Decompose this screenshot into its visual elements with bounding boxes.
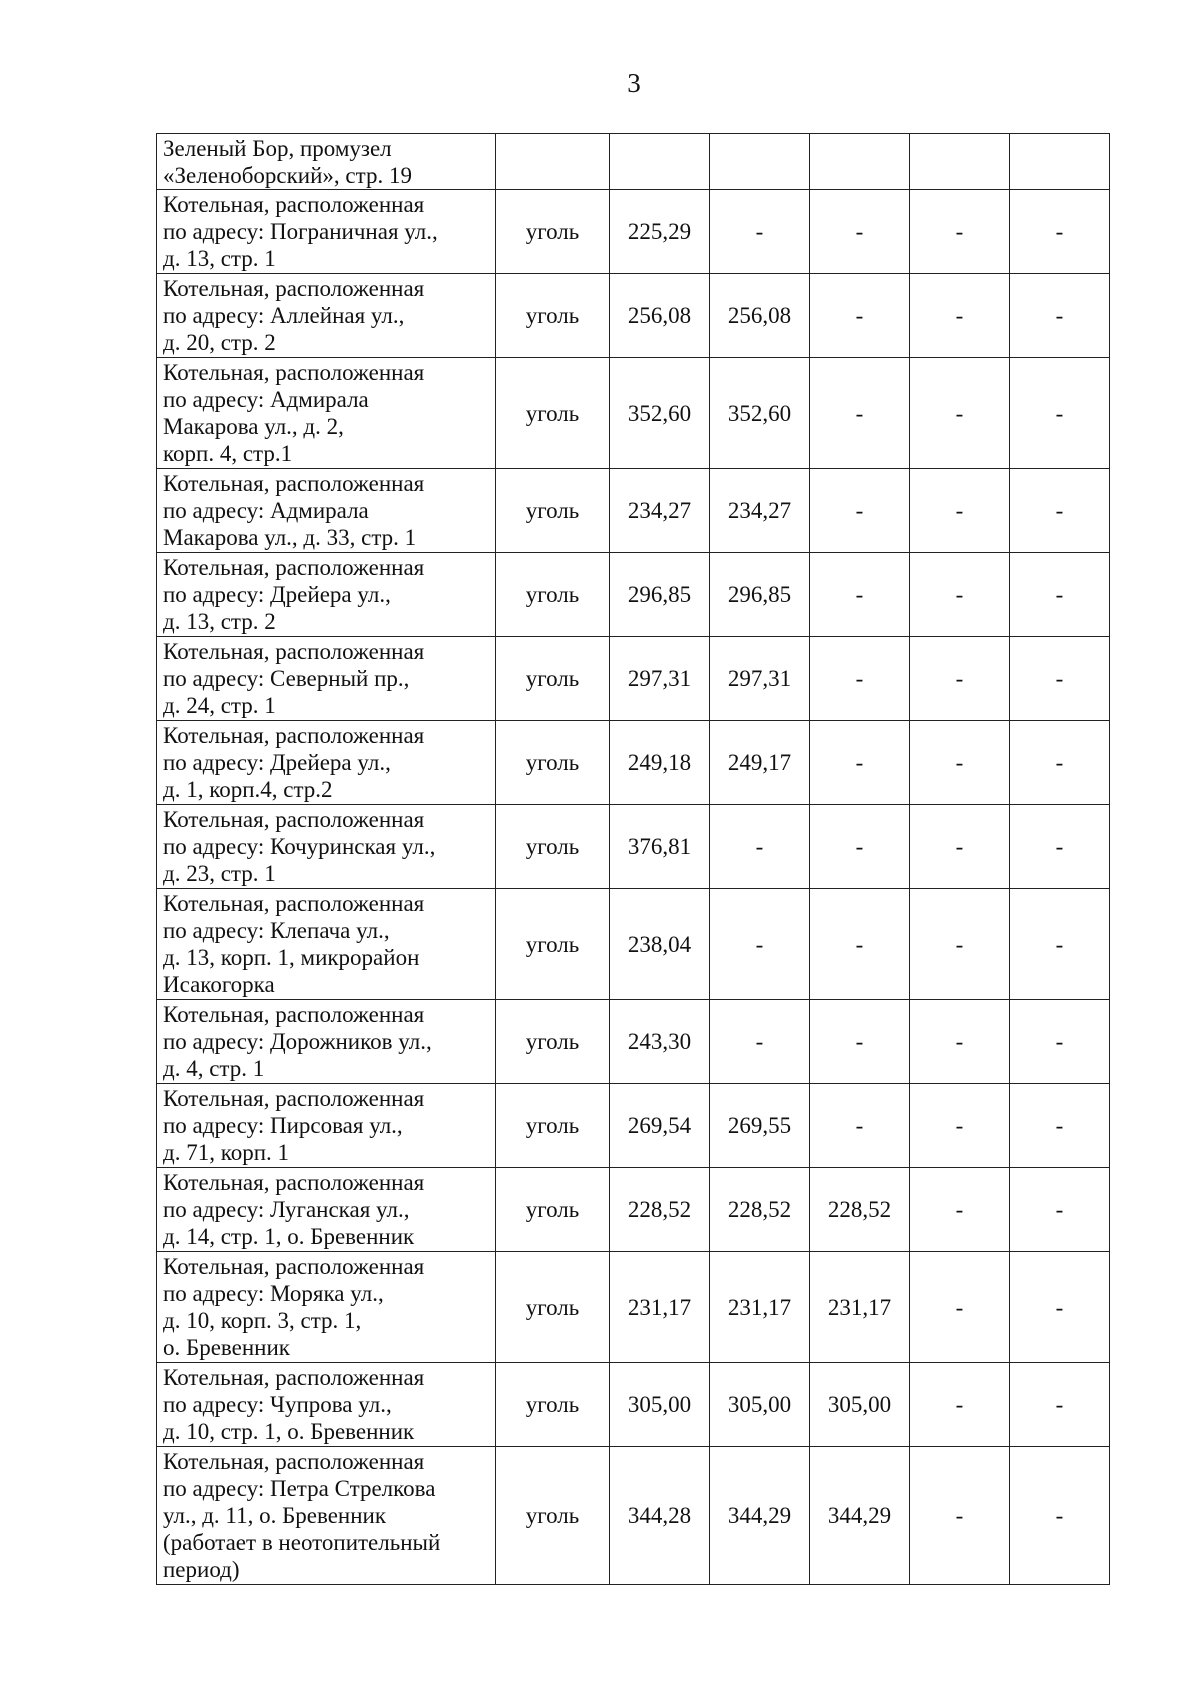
tariff-value-cell: - — [910, 805, 1010, 889]
address-cell: Котельная, расположенная по адресу: Клепача ул., д. 13, корп. 1, микрорайон Исакогорка — [157, 889, 496, 1000]
tariff-value-cell: - — [1010, 1084, 1110, 1168]
tariff-value-cell — [710, 134, 810, 190]
table-row — [157, 1447, 1110, 1585]
fuel-cell: уголь — [496, 1168, 610, 1252]
tariff-value-cell: - — [910, 637, 1010, 721]
tariff-value-cell: 249,17 — [710, 721, 810, 805]
tariff-value-cell: 352,60 — [610, 358, 710, 469]
tariff-value-cell: - — [710, 805, 810, 889]
tariff-value-cell: - — [810, 1084, 910, 1168]
tariff-value-cell: - — [910, 1252, 1010, 1363]
tariff-value-cell: - — [810, 274, 910, 358]
tariff-value-cell: 228,52 — [710, 1168, 810, 1252]
table-row — [157, 358, 1110, 469]
tariff-value-cell: - — [910, 721, 1010, 805]
tariff-value-cell: - — [910, 1084, 1010, 1168]
address-cell: Зеленый Бор, промузел «Зеленоборский», стр. 19 — [157, 134, 496, 190]
tariff-value-cell: - — [810, 358, 910, 469]
tariff-value-cell: - — [1010, 1363, 1110, 1447]
tariff-value-cell: - — [910, 553, 1010, 637]
tariff-value-cell: - — [910, 1447, 1010, 1585]
tariff-value-cell: 228,52 — [610, 1168, 710, 1252]
tariff-value-cell: - — [810, 1000, 910, 1084]
tariff-value-cell: 305,00 — [610, 1363, 710, 1447]
tariff-value-cell: - — [910, 274, 1010, 358]
address-cell: Котельная, расположенная по адресу: Кочуринская ул., д. 23, стр. 1 — [157, 805, 496, 889]
fuel-cell: уголь — [496, 805, 610, 889]
tariff-value-cell: 238,04 — [610, 889, 710, 1000]
tariff-value-cell: 231,17 — [810, 1252, 910, 1363]
table-row — [157, 469, 1110, 553]
tariff-value-cell: 305,00 — [710, 1363, 810, 1447]
fuel-cell: уголь — [496, 274, 610, 358]
address-cell: Котельная, расположенная по адресу: Петра Стрелкова ул., д. 11, о. Бревенник (работает в неотопительный период) — [157, 1447, 496, 1585]
tariff-value-cell: - — [810, 721, 910, 805]
tariff-value-cell: - — [810, 190, 910, 274]
tariff-value-cell: 231,17 — [710, 1252, 810, 1363]
tariff-value-cell: - — [810, 469, 910, 553]
address-cell: Котельная, расположенная по адресу: Чупрова ул., д. 10, стр. 1, о. Бревенник — [157, 1363, 496, 1447]
tariff-value-cell: 231,17 — [610, 1252, 710, 1363]
table-row — [157, 805, 1110, 889]
tariff-value-cell: - — [710, 1000, 810, 1084]
fuel-cell: уголь — [496, 1363, 610, 1447]
tariff-value-cell: - — [810, 805, 910, 889]
page-number: 3 — [627, 68, 641, 98]
address-cell: Котельная, расположенная по адресу: Пограничная ул., д. 13, стр. 1 — [157, 190, 496, 274]
tariff-value-cell: - — [710, 190, 810, 274]
fuel-cell: уголь — [496, 1000, 610, 1084]
tariff-value-cell: - — [1010, 1000, 1110, 1084]
address-cell: Котельная, расположенная по адресу: Адмирала Макарова ул., д. 2, корп. 4, стр.1 — [157, 358, 496, 469]
tariff-value-cell: 352,60 — [710, 358, 810, 469]
tariff-value-cell: - — [810, 553, 910, 637]
address-cell: Котельная, расположенная по адресу: Пирсовая ул., д. 71, корп. 1 — [157, 1084, 496, 1168]
tariff-value-cell: - — [1010, 805, 1110, 889]
tariff-value-cell: 305,00 — [810, 1363, 910, 1447]
tariff-value-cell: 256,08 — [710, 274, 810, 358]
tariff-value-cell: - — [810, 889, 910, 1000]
fuel-cell: уголь — [496, 358, 610, 469]
tariff-value-cell: 269,55 — [710, 1084, 810, 1168]
table-row — [157, 1363, 1110, 1447]
tariff-value-cell — [810, 134, 910, 190]
table-row — [157, 1000, 1110, 1084]
tariff-value-cell: 297,31 — [710, 637, 810, 721]
tariff-value-cell: - — [910, 1363, 1010, 1447]
tariff-value-cell: 269,54 — [610, 1084, 710, 1168]
fuel-cell: уголь — [496, 889, 610, 1000]
tariff-value-cell: - — [1010, 1447, 1110, 1585]
address-cell: Котельная, расположенная по адресу: Луганская ул., д. 14, стр. 1, о. Бревенник — [157, 1168, 496, 1252]
tariff-value-cell: - — [910, 358, 1010, 469]
address-cell: Котельная, расположенная по адресу: Моряка ул., д. 10, корп. 3, стр. 1, о. Бревенник — [157, 1252, 496, 1363]
table-row — [157, 274, 1110, 358]
tariff-value-cell: - — [1010, 1252, 1110, 1363]
tariff-value-cell: 249,18 — [610, 721, 710, 805]
address-cell: Котельная, расположенная по адресу: Северный пр., д. 24, стр. 1 — [157, 637, 496, 721]
table-row — [157, 721, 1110, 805]
tariff-value-cell: - — [810, 637, 910, 721]
tariff-value-cell: 234,27 — [710, 469, 810, 553]
tariff-value-cell: - — [1010, 358, 1110, 469]
fuel-cell: уголь — [496, 553, 610, 637]
tariff-value-cell: - — [910, 190, 1010, 274]
tariff-value-cell: 228,52 — [810, 1168, 910, 1252]
tariff-value-cell: 234,27 — [610, 469, 710, 553]
tariff-value-cell: - — [910, 469, 1010, 553]
table-row — [157, 1252, 1110, 1363]
address-cell: Котельная, расположенная по адресу: Дрейера ул., д. 13, стр. 2 — [157, 553, 496, 637]
tariff-value-cell: 256,08 — [610, 274, 710, 358]
tariff-value-cell — [1010, 134, 1110, 190]
tariff-value-cell: 344,29 — [810, 1447, 910, 1585]
tariff-value-cell: 297,31 — [610, 637, 710, 721]
tariff-value-cell: - — [910, 1000, 1010, 1084]
tariff-value-cell: 296,85 — [610, 553, 710, 637]
tariff-value-cell: - — [1010, 889, 1110, 1000]
fuel-cell: уголь — [496, 721, 610, 805]
tariff-value-cell: - — [1010, 274, 1110, 358]
fuel-cell: уголь — [496, 469, 610, 553]
address-cell: Котельная, расположенная по адресу: Аллейная ул., д. 20, стр. 2 — [157, 274, 496, 358]
table-row — [157, 553, 1110, 637]
tariff-value-cell: 243,30 — [610, 1000, 710, 1084]
tariff-value-cell: - — [710, 889, 810, 1000]
fuel-cell: уголь — [496, 1252, 610, 1363]
address-cell: Котельная, расположенная по адресу: Дорожников ул., д. 4, стр. 1 — [157, 1000, 496, 1084]
table-row — [157, 134, 1110, 190]
address-cell: Котельная, расположенная по адресу: Адмирала Макарова ул., д. 33, стр. 1 — [157, 469, 496, 553]
tariff-value-cell: 344,29 — [710, 1447, 810, 1585]
tariff-value-cell: - — [1010, 469, 1110, 553]
fuel-cell — [496, 134, 610, 190]
table-row — [157, 1168, 1110, 1252]
tariff-value-cell — [910, 134, 1010, 190]
tariff-value-cell: - — [1010, 553, 1110, 637]
tariff-value-cell: - — [910, 889, 1010, 1000]
tariff-value-cell: - — [1010, 1168, 1110, 1252]
table-row — [157, 190, 1110, 274]
address-cell: Котельная, расположенная по адресу: Дрейера ул., д. 1, корп.4, стр.2 — [157, 721, 496, 805]
fuel-cell: уголь — [496, 1447, 610, 1585]
tariff-value-cell: 296,85 — [710, 553, 810, 637]
tariff-value-cell: - — [1010, 190, 1110, 274]
table-row — [157, 1084, 1110, 1168]
tariff-value-cell: - — [1010, 637, 1110, 721]
fuel-cell: уголь — [496, 637, 610, 721]
fuel-cell: уголь — [496, 1084, 610, 1168]
tariff-value-cell: - — [1010, 721, 1110, 805]
tariff-value-cell: 376,81 — [610, 805, 710, 889]
tariff-value-cell: - — [910, 1168, 1010, 1252]
fuel-cell: уголь — [496, 190, 610, 274]
tariff-value-cell: 344,28 — [610, 1447, 710, 1585]
tariff-value-cell: 225,29 — [610, 190, 710, 274]
table-row — [157, 637, 1110, 721]
tariff-value-cell — [610, 134, 710, 190]
tariff-table — [156, 133, 1110, 1585]
table-body — [157, 134, 1110, 1585]
table-row — [157, 889, 1110, 1000]
